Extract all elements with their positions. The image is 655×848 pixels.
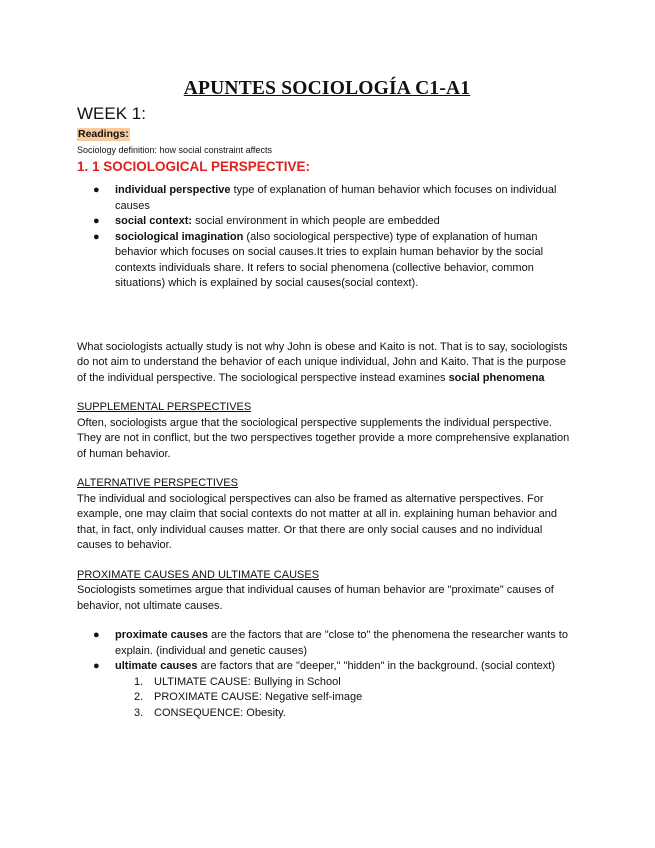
week-heading: WEEK 1: bbox=[77, 104, 146, 123]
definition: are factors that are "deeper," "hidden" in the background. (social context) bbox=[197, 660, 555, 672]
list-item bbox=[93, 214, 577, 230]
list-item bbox=[134, 706, 577, 722]
section-heading: 1. 1 SOCIOLOGICAL PERSPECTIVE: bbox=[77, 159, 311, 174]
item-text: PROXIMATE CAUSE: Negative self-image bbox=[154, 691, 363, 703]
definition: are the factors that are "close to" the phenomena the researcher wants to explain. (individual and genetic causes) bbox=[115, 629, 568, 657]
section-text: Often, sociologists argue that the sociological perspective supplements the individual perspective. They are not in conflict, but the two perspectives together provide a more comprehensive explanation of human behavior. bbox=[77, 416, 570, 460]
list-item bbox=[93, 183, 577, 214]
list-item bbox=[93, 628, 577, 659]
item-number: 1. bbox=[134, 675, 144, 688]
term: proximate causes bbox=[115, 629, 208, 641]
term: social context: bbox=[115, 215, 193, 227]
bullet-icon: ● bbox=[93, 660, 100, 672]
section-heading-alternative: ALTERNATIVE PERSPECTIVES bbox=[77, 477, 238, 489]
section-text: The individual and sociological perspectives can also be framed as alternative perspectives. For example, one may claim that social contexts do not matter at all in. explaining human behavior and that, in fact, only individual causes matter. Or that there are only social causes and no individual causes to behavior. bbox=[77, 492, 557, 551]
section-text: Sociologists sometimes argue that individual causes of human behavior are "proximate" causes of behavior, not ultimate causes. bbox=[77, 584, 554, 612]
term: individual perspective bbox=[115, 184, 231, 196]
definition: (also sociological perspective) type of explanation of human behavior which focuses on social causes.It tries to explain human behavior by the social contexts individuals share. It refers to social phenomena (collective behavior, common situations) which is explained by social causes(social context). bbox=[115, 230, 544, 289]
list-item bbox=[93, 230, 577, 292]
item-number: 2. bbox=[134, 691, 144, 703]
causes-numbered-list bbox=[77, 675, 577, 722]
bullet-icon: ● bbox=[93, 184, 100, 196]
item-text: ULTIMATE CAUSE: Bullying in School bbox=[154, 675, 341, 688]
definitions-list bbox=[77, 183, 577, 292]
list-item bbox=[93, 659, 577, 675]
section-alternative bbox=[77, 476, 577, 554]
readings-label: Readings: bbox=[78, 128, 129, 140]
section-proximate bbox=[77, 568, 577, 615]
item-text: CONSEQUENCE: Obesity. bbox=[154, 706, 286, 719]
causes-list bbox=[77, 628, 577, 675]
sociology-definition: Sociology definition: how social constraint affects bbox=[77, 145, 272, 155]
section-heading-proximate: PROXIMATE CAUSES AND ULTIMATE CAUSES bbox=[77, 568, 320, 581]
bullet-icon: ● bbox=[93, 230, 100, 243]
list-item bbox=[134, 690, 577, 706]
paragraph-sociologists bbox=[77, 340, 577, 387]
document-page bbox=[77, 78, 577, 721]
list-item bbox=[134, 675, 577, 691]
item-number: 3. bbox=[134, 706, 144, 719]
section-heading-supplemental: SUPPLEMENTAL PERSPECTIVES bbox=[77, 401, 252, 413]
term: ultimate causes bbox=[115, 660, 198, 672]
definition: social environment in which people are embedded bbox=[192, 215, 440, 227]
paragraph-text: What sociologists actually study is not why John is obese and Kaito is not. That is to say, sociologists do not aim to understand the behavior of each unique individual, John and Kaito. That is the purpose of the individual perspective. The sociological perspective instead examines bbox=[77, 340, 568, 384]
document-title: APUNTES SOCIOLOGÍA C1-A1 bbox=[183, 78, 471, 99]
definition: type of explanation of human behavior which focuses on individual causes bbox=[115, 184, 557, 212]
section-supplemental bbox=[77, 400, 577, 462]
bullet-icon: ● bbox=[93, 629, 100, 641]
bullet-icon: ● bbox=[93, 215, 100, 227]
term: sociological imagination bbox=[115, 230, 244, 243]
paragraph-bold: social phenomena bbox=[448, 371, 545, 384]
